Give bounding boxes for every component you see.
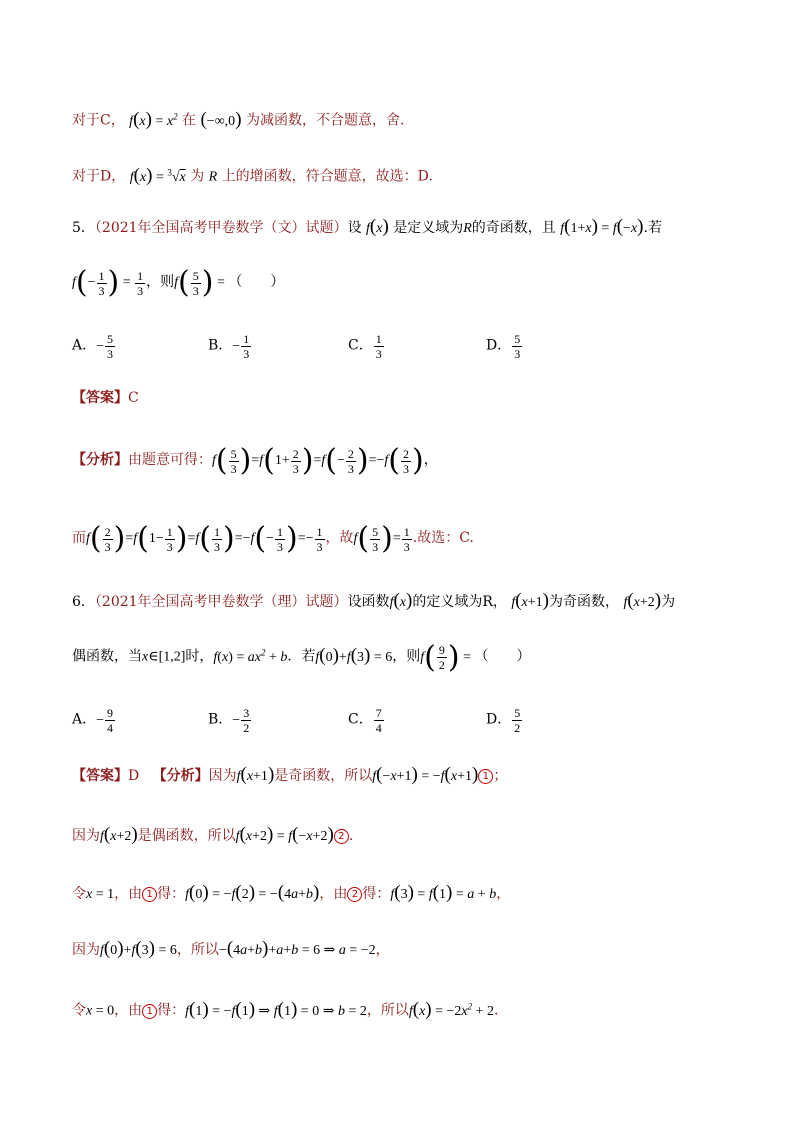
q6-line1	[72, 592, 734, 613]
q6-step3-eq-b: f(3) = f(1) = a + b	[390, 882, 497, 903]
q5-source: （2021年全国高考甲卷数学（文）试题）	[94, 220, 348, 236]
q6-answer-f1: f(x+1)	[236, 764, 275, 785]
q6-step4-end: ，	[375, 942, 390, 958]
q6-step5-x0: x = 0	[86, 1003, 115, 1019]
q6-step3-end: ，	[496, 886, 511, 902]
q6-step5-eq-b: $f(x) = -2x^2 + 2$	[408, 998, 495, 1020]
q6-answer-eq1: f(−x+1) = −f(x+1)	[372, 764, 479, 785]
q5-analysis-tag: 【分析】	[72, 452, 128, 469]
c-case-formula: $f(x) = x^2$	[129, 108, 178, 130]
q5-analysis-formula2: f( $\frac{2}{3}$ )=f(1− $\frac{1}{3}$ )=f( $\frac{1}{3}$ )=−f(− $\frac{1}{3}$ )=− $\frac{1}{3}$	[86, 521, 323, 556]
q6-option-c-label: C．	[348, 711, 373, 728]
q6-step4-text-a: 因为	[72, 942, 100, 958]
q6-text-a: 设函数	[347, 594, 390, 610]
q5-option-a[interactable]	[72, 332, 116, 361]
q6-step5-text-d: ，所以	[366, 1002, 409, 1019]
q6-option-a-label: A．	[72, 711, 97, 728]
q6-step2-eq2: f(x+2) = f(−x+2)	[235, 824, 334, 845]
q6-step2-end: .	[348, 828, 354, 844]
q5-analysis-line1	[72, 443, 734, 478]
c-case-interval: (−∞,0)	[200, 108, 242, 130]
q5-option-d-label: D．	[486, 337, 512, 354]
q6-step5-eq-a: f(1) = −f(1) ⇒ f(1) = 0 ⇒ b = 2	[185, 998, 367, 1020]
q6-option-d-label: D．	[486, 711, 512, 728]
q6-answer-text-a: 因为	[208, 768, 237, 784]
d-case-tail-a: 为	[190, 168, 205, 185]
q6-step5-text-a: 令	[72, 1002, 86, 1019]
q5-analysis-formula1: f( $\frac{5}{3}$ )=f(1+ $\frac{2}{3}$ )=f(− $\frac{2}{3}$ )=−f( $\frac{2}{3}$ )，	[212, 443, 438, 478]
q6-step4-text-b: ，所以	[176, 942, 219, 958]
q6-step2-text-b: 是偶函数，所以	[137, 828, 236, 844]
q6-text-c: 为奇函数，	[549, 594, 619, 610]
q6-step3-eq-a: f(0) = −f(2) = −(4a+b)	[185, 882, 320, 903]
c-case-line	[72, 106, 734, 132]
q6-fx2: f(x+2)	[623, 590, 662, 611]
q5-analysis-line2-tail: .故选：C.	[412, 530, 474, 547]
q6-analysis-tag: 【分析】	[152, 768, 209, 784]
circled-two-ref: 2	[347, 887, 362, 902]
q6-option-d[interactable]	[486, 706, 523, 735]
c-case-lead: 对于C，	[72, 112, 125, 129]
q6-step3-text-d: ，由	[319, 886, 348, 902]
q6-step3-text-a: 令	[72, 886, 86, 902]
q5-number: 5．	[72, 220, 95, 236]
circled-two-marker: 2	[334, 829, 349, 844]
q6-step4-cond: f(0)+f(3) = 6	[100, 938, 177, 959]
q5-analysis-line2	[72, 521, 734, 556]
q6-step5-line	[72, 996, 734, 1022]
q5-line2	[72, 265, 734, 300]
q5-option-c-label: C．	[348, 337, 373, 354]
q6-step2-text-a: 因为	[72, 828, 100, 844]
q6-line2	[72, 639, 734, 675]
d-case-formula: f(x) = $^3$√x	[129, 164, 186, 186]
q6-text-b: 的定义域为R，	[412, 594, 507, 610]
q5-analysis-line2-lead: 而	[72, 530, 86, 547]
q5-option-b-value: − $\frac{1}{3}$	[232, 332, 250, 361]
d-case-tail-b: 上的增函数，符合题意，故选：D.	[221, 168, 433, 185]
d-case-lead: 对于D，	[72, 168, 126, 185]
q5-option-b-label: B．	[208, 337, 233, 354]
q6-option-c-value: $\frac{7}{4}$	[375, 706, 382, 735]
q6-option-b-label: B．	[208, 711, 233, 728]
q6-step5-text-b: ，由	[114, 1002, 143, 1019]
q5-option-d-value: $\frac{5}{3}$	[514, 332, 521, 361]
q5-option-a-label: A．	[72, 337, 97, 354]
q6-step4-eq: −(4a+b)+a+b = 6 ⇒ a = −2	[218, 938, 376, 959]
q6-answer-value: D	[128, 768, 140, 784]
q6-answer-tag: 【答案】	[72, 768, 128, 784]
q6-def: $f(x) = ax^2 + b$	[213, 647, 288, 665]
q5-text-e: ，则	[146, 274, 175, 291]
q5-ask: f( $\frac{5}{3}$ ) =	[174, 265, 229, 300]
q5-text-f: （ ）	[228, 274, 285, 291]
q6-step3-text-c: 得：	[157, 886, 186, 902]
circled-one-marker: 1	[478, 769, 493, 784]
q6-cond: f(0)+f(3) = 6	[315, 644, 393, 666]
q5-answer-line	[72, 388, 734, 408]
q5-analysis-formula3: f( $\frac{5}{3}$ )= $\frac{1}{3}$	[353, 521, 410, 556]
q5-condition: f(1+x) = f(−x)	[560, 216, 644, 237]
q5-option-a-value: − $\frac{5}{3}$	[96, 332, 114, 361]
q6-option-b-value: − $\frac{3}{2}$	[232, 706, 250, 735]
q6-answer-line	[72, 766, 734, 787]
q6-answer-end: ；	[493, 768, 508, 784]
q6-fx: f(x)	[389, 590, 413, 611]
q5-given: f(− $\frac{1}{3}$ ) = $\frac{1}{3}$	[72, 265, 144, 300]
q5-fx: f(x)	[366, 216, 389, 237]
q5-line1	[72, 218, 734, 239]
c-case-mid: 在	[182, 112, 197, 129]
q6-step2-f2: f(x+2)	[100, 824, 138, 845]
q6-number: 6．	[72, 594, 95, 610]
q6-step5-text-c: 得：	[157, 1002, 186, 1019]
q6-step2-line	[72, 826, 734, 847]
q6-step3-text-e: 得：	[362, 886, 391, 902]
q6-answer-text-b: 是奇函数，所以	[274, 768, 373, 784]
q5-option-c[interactable]	[348, 332, 385, 361]
q6-option-d-value: $\frac{5}{2}$	[514, 706, 521, 735]
d-case-R: R	[208, 169, 218, 185]
q6-step4-line	[72, 940, 734, 961]
q6-line2-d: ，则	[392, 648, 421, 665]
q5-text-d: .若	[643, 220, 662, 236]
q6-step3-x1: x = 1	[86, 887, 115, 902]
q6-domain: x∈[1,2]	[142, 649, 186, 665]
q5-text-c: 的奇函数，且	[471, 220, 556, 236]
q6-source: （2021年全国高考甲卷数学（理）试题）	[94, 594, 348, 610]
circled-one-ref: 1	[142, 887, 157, 902]
q5-answer-tag: 【答案】	[72, 390, 128, 406]
q5-analysis-line2-mid: ，故	[325, 530, 354, 547]
q5-option-b[interactable]	[208, 332, 252, 361]
q6-line2-c: ．若	[287, 648, 316, 665]
q6-line2-b: 时，	[185, 648, 214, 665]
circled-one-ref-2: 1	[142, 1004, 157, 1019]
c-case-tail: 为减函数，不合题意，舍.	[245, 112, 405, 129]
q6-option-a[interactable]	[72, 706, 116, 735]
q6-line2-e: （ ）	[474, 648, 531, 665]
q5-option-d[interactable]	[486, 332, 523, 361]
q6-option-a-value: − $\frac{9}{4}$	[96, 706, 114, 735]
q6-line2-a: 偶函数，当	[72, 648, 142, 665]
q6-step3-line	[72, 884, 734, 905]
q6-text-d: 为	[661, 594, 676, 610]
q5-option-c-value: $\frac{1}{3}$	[375, 332, 382, 361]
q5-answer-value: C	[128, 390, 139, 406]
d-case-line	[72, 162, 734, 188]
q5-analysis-text: 由题意可得：	[128, 452, 212, 469]
q6-ask: f( $\frac{9}{2}$ ) =	[420, 639, 475, 675]
q5-text-b: 是定义域为	[393, 220, 464, 236]
q6-fx1: f(x+1)	[511, 590, 549, 611]
q5-R: R	[463, 221, 472, 236]
q6-step5-end: .	[494, 1002, 499, 1019]
q6-option-b[interactable]	[208, 706, 252, 735]
q6-option-c[interactable]	[348, 706, 385, 735]
q6-step3-text-b: ，由	[114, 886, 143, 902]
q5-text-a: 设	[347, 220, 362, 236]
